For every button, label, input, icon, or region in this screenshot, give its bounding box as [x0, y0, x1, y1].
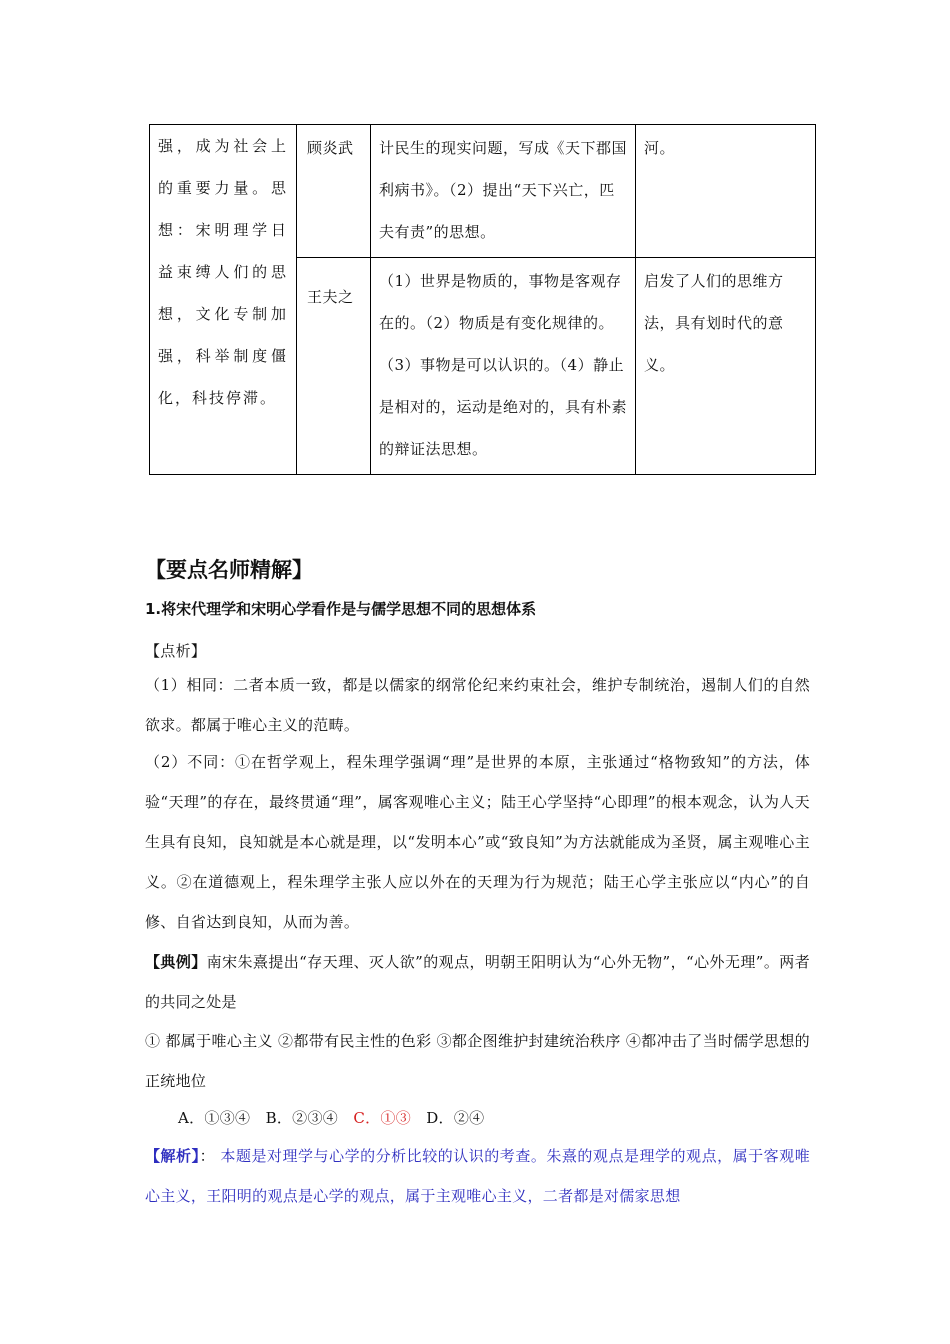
- analysis-paragraph: [145, 1136, 810, 1216]
- example-paragraph: [145, 942, 810, 1022]
- point-different: （2）不同：①在哲学观上，程朱理学强调“理”是世界的本原，主张通过“格物致知”的方法，体验“天理”的存在，最终贯通“理”，属客观唯心主义；陆王心学坚持“心即理”的根本观念，认为人天生具有良知，良知就是本心就是理，以“发明本心”或“致良知”为方法就能成为圣贤，属主观唯心主义。②在道德观上，程朱理学主张人应以外在的天理为行为规范；陆王心学主张应以“内心”的自修、自省达到良知，从而为善。: [145, 753, 810, 931]
- option-a: A．①③④: [178, 1109, 251, 1127]
- question-title: 1.将宋代理学和宋明心学看作是与儒学思想不同的思想体系: [145, 600, 537, 618]
- option-c-correct: C．①③: [353, 1109, 411, 1127]
- dianxi-label: 【点析】: [145, 642, 207, 660]
- thinker-name-cell: 王夫之: [297, 258, 371, 475]
- influence-cell: 河。: [636, 125, 816, 258]
- option-b: B．②③④: [265, 1109, 339, 1127]
- thought-content-cell: 计民生的现实问题，写成《天下郡国利病书》。（2）提出“天下兴亡，匹夫有责”的思想。: [371, 125, 636, 258]
- example-label: 【典例】: [145, 953, 207, 971]
- option-d: D．②④: [426, 1109, 485, 1127]
- analysis-label: 【解析】: [145, 1147, 200, 1165]
- analysis-colon: ：: [199, 1147, 216, 1165]
- table-row: [150, 125, 816, 258]
- answer-options: [178, 1098, 778, 1138]
- analysis-text: 本题是对理学与心学的分析比较的认识的考查。朱熹的观点是理学的观点，属于客观唯心主义，王阳明的观点是心学的观点，属于主观唯心主义，二者都是对儒家思想: [145, 1147, 810, 1205]
- background-cell: 强，成为社会上的重要力量。思想：宋明理学日益束缚人们的思想，文化专制加强，科举制度僵化，科技停滞。: [150, 125, 297, 475]
- thinker-name-cell: 顾炎武: [297, 125, 371, 258]
- thought-content-cell: （1）世界是物质的，事物是客观存在的。（2）物质是有变化规律的。（3）事物是可以认识的。（4）静止是相对的，运动是绝对的，具有朴素的辩证法思想。: [371, 258, 636, 475]
- thinkers-table: [149, 124, 816, 475]
- example-statements: ① 都属于唯心主义 ②都带有民主性的色彩 ③都企图维护封建统治秩序 ④都冲击了当时儒学思想的正统地位: [145, 1032, 810, 1090]
- point-same: （1）相同：二者本质一致，都是以儒家的纲常伦纪来约束社会，维护专制统治，遏制人们的自然欲求。都属于唯心主义的范畴。: [145, 676, 810, 734]
- section-title: 【要点名师精解】: [145, 558, 313, 582]
- example-text: 南宋朱熹提出“存天理、灭人欲”的观点，明朝王阳明认为“心外无物”，“心外无理”。两者的共同之处是: [145, 953, 810, 1011]
- influence-cell: 启发了人们的思维方法，具有划时代的意义。: [636, 258, 816, 475]
